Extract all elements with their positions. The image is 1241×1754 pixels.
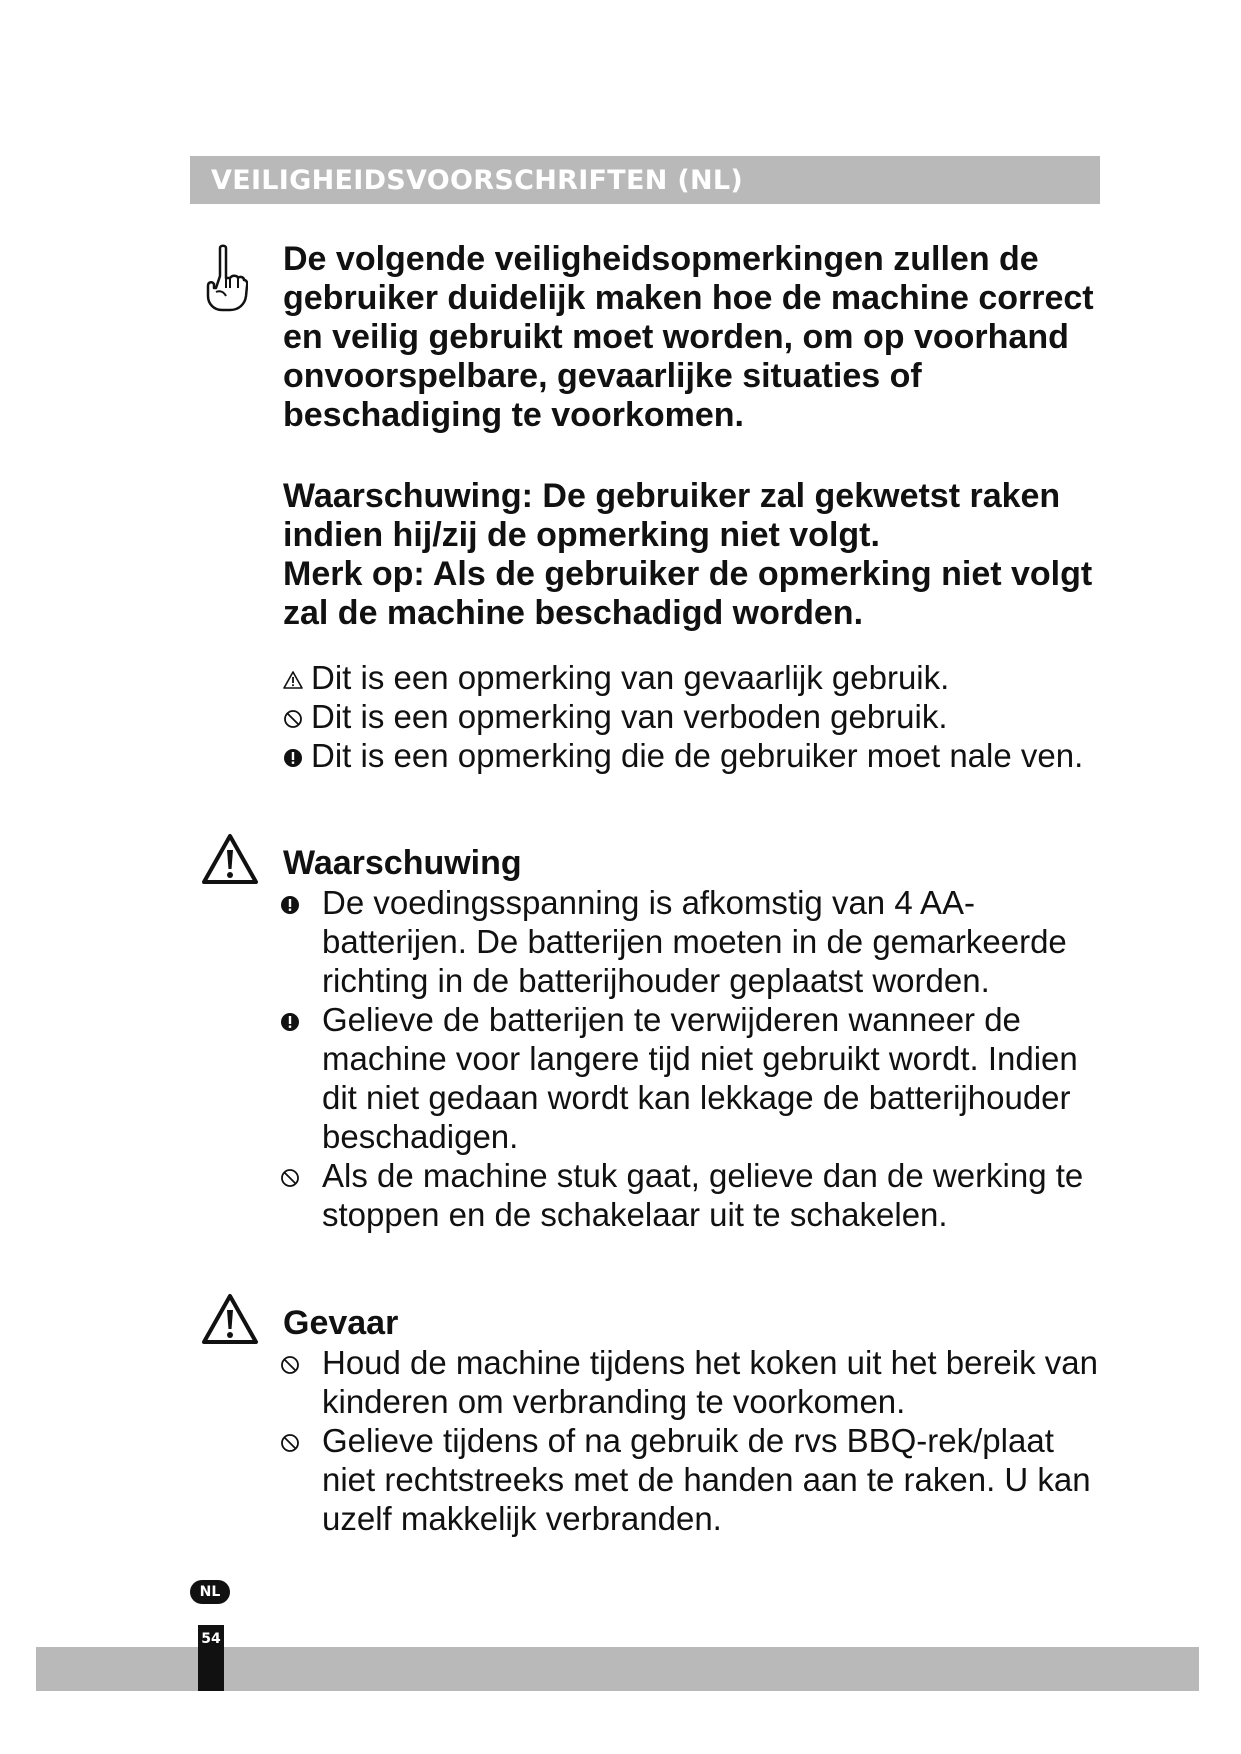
mandatory-icon xyxy=(280,1012,300,1032)
page-number: 54 xyxy=(201,1631,221,1647)
mandatory-icon xyxy=(280,895,300,915)
caution-note: Merk op: Als de gebruiker de opmerking niet volgt zal de machine beschadigd worden. xyxy=(283,555,1093,632)
prohibited-icon xyxy=(280,1168,300,1188)
legend-text: Dit is een opmerking van verboden gebruik. xyxy=(311,698,948,735)
legend-text: Dit is een opmerking die de gebruiker moet nale ven. xyxy=(311,737,1084,774)
section-header-bar xyxy=(190,156,1100,204)
notes-block xyxy=(283,477,1103,633)
page-title: VEILIGHEIDSVOORSCHRIFTEN (NL) xyxy=(211,165,744,196)
legend-text: Dit is een opmerking van gevaarlijk gebruik. xyxy=(311,659,950,696)
intro-block xyxy=(283,240,1103,435)
legend-item xyxy=(283,736,1103,775)
symbol-legend xyxy=(283,658,1103,775)
warning-triangle-icon xyxy=(283,670,303,690)
intro-paragraph: De volgende veiligheidsopmerkingen zullen de gebruiker duidelijk maken hoe de machine correct en veilig gebruikt moet worden, om op voorhand onvoorspelbare, gevaarlijke situaties of beschadiging te voorkomen. xyxy=(283,240,1094,434)
list-item xyxy=(280,1156,1110,1234)
legend-item xyxy=(283,697,1103,736)
warning-note: Waarschuwing: De gebruiker zal gekwetst raken indien hij/zij de opmerking niet volgt. xyxy=(283,477,1061,554)
list-item xyxy=(280,883,1110,1000)
legend-item xyxy=(283,658,1103,697)
warning-list xyxy=(280,883,1110,1234)
list-item xyxy=(280,1000,1110,1156)
prohibited-icon xyxy=(280,1355,300,1375)
list-item-text: Houd de machine tijdens het koken uit het bereik van kinderen om verbranding te voorkomen. xyxy=(322,1344,1098,1420)
list-item-text: Gelieve tijdens of na gebruik de rvs BBQ-rek/plaat niet rechtstreeks met de handen aan te raken. U kan uzelf makkelijk verbranden. xyxy=(322,1422,1091,1537)
warning-triangle-icon xyxy=(201,1293,259,1345)
list-item-text: De voedingsspanning is afkomstig van 4 AA-batterijen. De batterijen moeten in de gemarkeerde richting in de batterijhouder geplaatst worden. xyxy=(322,884,1067,999)
section-heading-danger: Gevaar xyxy=(283,1304,399,1342)
pointing-hand-icon xyxy=(202,244,248,314)
list-item xyxy=(280,1343,1110,1421)
section-heading-warning: Waarschuwing xyxy=(283,844,522,882)
list-item-text: Als de machine stuk gaat, gelieve dan de werking te stoppen en de schakelaar uit te schakelen. xyxy=(322,1157,1084,1233)
prohibited-icon xyxy=(283,709,303,729)
danger-list xyxy=(280,1343,1110,1538)
prohibited-icon xyxy=(280,1433,300,1453)
mandatory-icon xyxy=(283,748,303,768)
warning-triangle-icon xyxy=(201,833,259,885)
list-item-text: Gelieve de batterijen te verwijderen wanneer de machine voor langere tijd niet gebruikt wordt. Indien dit niet gedaan wordt kan lekkage de batterijhouder beschadigen. xyxy=(322,1001,1078,1155)
list-item xyxy=(280,1421,1110,1538)
language-badge: NL xyxy=(190,1580,230,1604)
